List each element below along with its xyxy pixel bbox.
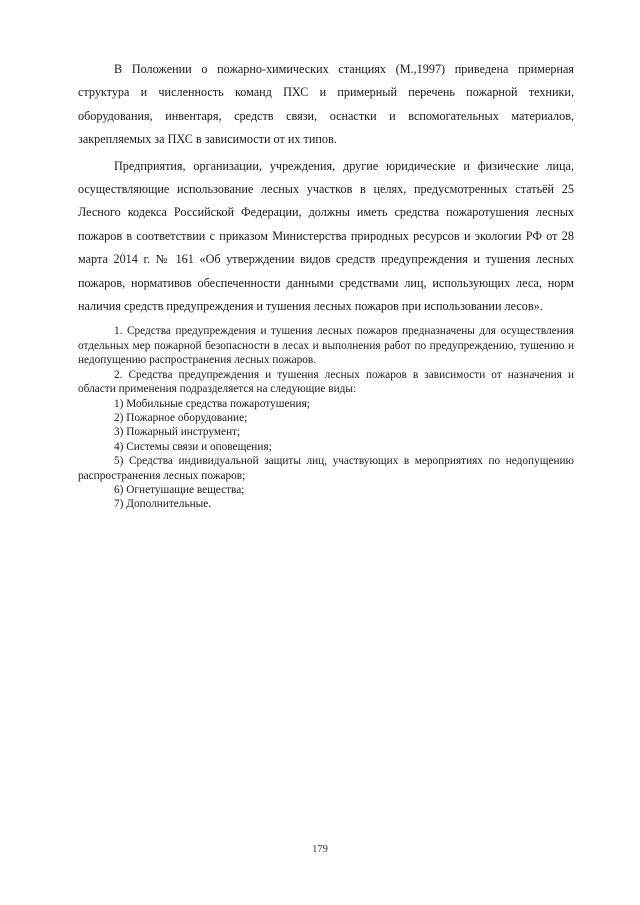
list-item-fire-equipment: 2) Пожарное оборудование; (114, 411, 248, 424)
page-number: 179 (312, 844, 328, 855)
list-item-personal-protection: 5) Средства индивидуальной защиты лиц, участвующих в мероприятиях по недопущению распространения лесных пожаров; (78, 455, 574, 482)
paragraph-pkhs-regulation: В Положении о пожарно-химических станциях (М.,1997) приведена примерная структура и численность команд ПХС и примерный перечень пожарной техники, оборудования, инвентаря, средств связи, оснастки и вспомогательных материалов, закрепляемых за ПХС в зависимости от их типов. (78, 62, 574, 147)
list-item-additional: 7) Дополнительные. (114, 498, 212, 511)
clause-2: 2. Средства предупреждения и тушения лесных пожаров в зависимости от назначения и области применения подразделяется на следующие виды: (78, 368, 574, 396)
paragraph-enterprises-requirements: Предприятия, организации, учреждения, другие юридические и физические лица, осуществляющие использование лесных участков в целях, предусмотренных статьёй 25 Лесного кодекса Российской Федерации, должны иметь средства пожаротушения лесных пожаров в соответствии с приказом Министерства природных ресурсов и экологии РФ от 28 марта 2014 г. № 161 «Об утверждении видов средств предупреждения и тушения лесных пожаров, нормативов обеспеченности данными средствами лиц, использующих леса, норм наличия средств предупреждения и тушения лесных пожаров при использовании лесов». (78, 158, 574, 314)
clause-1: 1. Средства предупреждения и тушения лесных пожаров предназначены для осуществления отдельных мер пожарной безопасности в лесах и выполнения работ по предупреждению, тушению и недопущению распространения лесных пожаров. (78, 325, 574, 367)
list-item-communication-systems: 4) Системы связи и оповещения; (114, 440, 272, 453)
list-item-extinguishing-agents: 6) Огнетушащие вещества; (114, 483, 245, 496)
list-item-mobile-means: 1) Мобильные средства пожаротушения; (114, 397, 310, 410)
document-page (78, 58, 574, 512)
list-item-fire-tools: 3) Пожарный инструмент; (114, 426, 241, 439)
